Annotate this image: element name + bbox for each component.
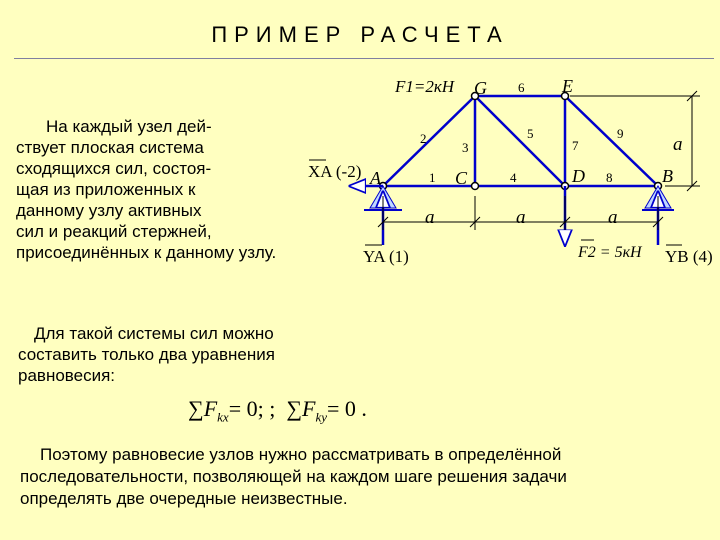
intro-line: присоединённых к данному узлу. — [16, 243, 277, 262]
node-E-label: E — [562, 76, 573, 96]
note-line: составить только два уравнения — [18, 345, 275, 364]
equation-rest: = 0; ; — [228, 396, 276, 421]
note-line: Для такой системы сил можно — [34, 324, 274, 343]
bar-number-label: 2 — [420, 131, 427, 146]
bar-number-label: 1 — [429, 170, 436, 185]
page-title: ПРИМЕР РАСЧЕТА — [211, 22, 509, 47]
node-C-label: C — [455, 168, 468, 188]
force-subscript: kx — [217, 409, 229, 425]
bar-number-label: 9 — [617, 126, 624, 141]
intro-line: сил и реакций стержней, — [16, 222, 212, 241]
conclusion-line: определять две очередные неизвестные. — [20, 489, 348, 508]
intro-line: щая из приложенных к — [16, 180, 196, 199]
force-var: F — [203, 396, 218, 421]
dimension-a-label: a — [673, 134, 683, 155]
note-line: равновесия: — [18, 366, 116, 385]
load-F2-label: F2 = 5кН — [578, 244, 642, 261]
load-F1-label: F1=2кН — [395, 77, 455, 96]
bar-5 — [475, 96, 565, 186]
conclusion-line: Поэтому равновесие узлов нужно рассматривать в определённой — [40, 445, 562, 464]
node-A-label: A — [370, 168, 381, 188]
reaction-YA-label: YA (1) — [363, 247, 409, 266]
dimension-a-label: a — [608, 207, 618, 228]
force-subscript: ky — [315, 409, 328, 425]
bar-number-label: 7 — [572, 138, 579, 153]
bar-number-label: 5 — [527, 126, 534, 141]
conclusion-line: последовательности, позволяющей на каждом шаге решения задачи — [20, 467, 567, 486]
bar-number-label: 8 — [606, 170, 613, 185]
sum-symbol: ∑ — [286, 396, 303, 421]
joint-C — [472, 183, 479, 190]
intro-line: сходящихся сил, состоя- — [16, 159, 212, 178]
force-var: F — [302, 396, 316, 421]
intro-line: данному узлу активных — [16, 201, 202, 220]
equation-rest: = 0 . — [327, 396, 367, 421]
node-G-label: G — [474, 78, 487, 98]
reaction-XA-label: XA (-2) — [308, 162, 362, 181]
sum-symbol: ∑ — [188, 396, 204, 421]
dimension-a-label: a — [516, 207, 526, 228]
node-D-label: D — [572, 166, 585, 186]
reaction-YB-label: YB (4) — [665, 247, 713, 266]
overbars — [309, 160, 682, 245]
bar-number-label: 6 — [518, 80, 525, 95]
bar-number-label: 3 — [462, 140, 469, 155]
bar-number-label: 4 — [510, 170, 517, 185]
node-B-label: B — [662, 166, 673, 186]
intro-line: На каждый узел дей- — [46, 117, 212, 136]
intro-line: ствует плоская система — [16, 138, 204, 157]
dimension-a-label: a — [425, 207, 435, 228]
